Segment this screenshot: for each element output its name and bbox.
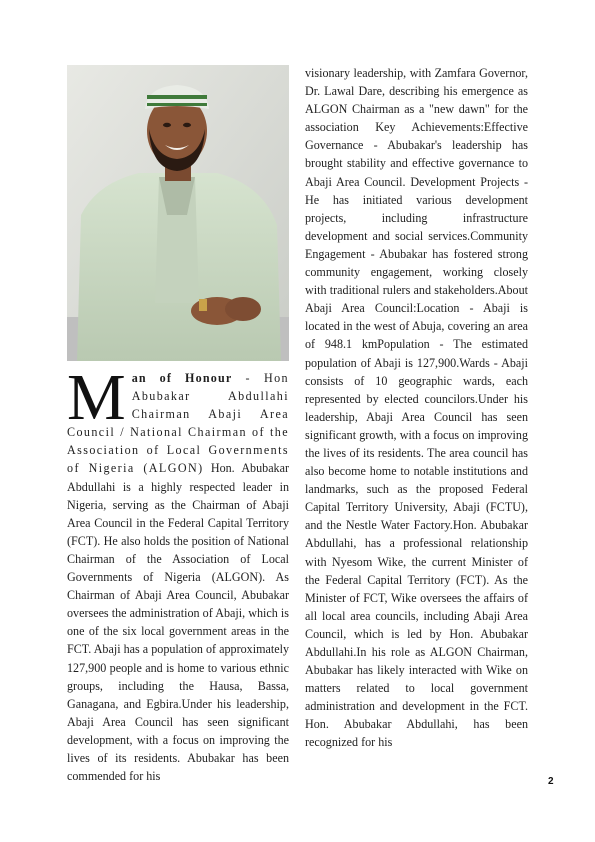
article-body-right: visionary leadership, with Zamfara Governor, Dr. Lawal Dare, describing his emergence as ALGON Chairman as a "new dawn" for the association Key Achievements:Effective Governance - Abubakar's leadership has brought stability and effective governance to Abaji Area Council. Development Projects - He has initiated various development projects, including infrastructure development and social services.Community Engagement - Abubakar has fostered strong community engagement, working closely with traditional rulers and stakeholders.About Abaji Area Council:Location - Abaji is located in the west of Abuja, covering an area of 948.1 kmPopulation - The estimated population of Abaji is 127,900.Wards - Abaji consists of 10 geographic wards, each represented by elected councilors.Under his leadership, Abaji Area Council has seen significant growth, with a focus on improving the lives of its residents. The area council has also become home to notable institutions and landmarks, such as the proposed Federal Capital Territory University, Abaji (FCTU), and the Nestle Water Factory.Hon. Abubakar Abdullahi, has a professional relationship with Nyesom Wike, the current Minister of the Federal Capital Territory (FCT). As the Minister of FCT, Wike oversees the affairs of all local area councils, including Abaji Area Council, which is led by Hon. Abubakar Abdullahi.In his role as ALGON Chairman, Abubakar has likely interacted with Wike on matters related to local government administration and development in the FCT. Hon. Abubakar Abdullahi, has been recognized for his bbox=[305, 66, 528, 750]
portrait-photo bbox=[67, 65, 289, 361]
article-body-left: Hon. Abubakar Abdullahi is a highly respected leader in Nigeria, serving as the Chairman of Abaji Area Council in the Federal Capital Territory (FCT). He also holds the position of National Chairman of the Association of Local Governments of Nigeria (ALGON). As Chairman of Abaji Area Council, Abubakar oversees the administration of Abaji, which is one of the six local government areas in the FCT. Abaji has a population of approximately 127,900 people and is home to various ethnic groups, including the Hausa, Bassa, Ganagana, and Egbira.Under his leadership, Abaji Area Council has seen significant development, with a focus on improving the lives of its residents. Abubakar has been commended for his bbox=[67, 461, 290, 784]
article-intro bbox=[67, 361, 290, 785]
page-number: 2 bbox=[548, 776, 554, 787]
portrait-illustration bbox=[67, 65, 289, 361]
drop-cap: M bbox=[67, 361, 126, 434]
article-column-right bbox=[305, 64, 528, 752]
article-lead: an of Honour bbox=[131, 371, 233, 385]
article-byline: - Hon Abubakar Abdullahi Chairman Abaji Area Council / National Chairman of the Association of Local Governments of Nigeria (ALGON) bbox=[67, 371, 289, 476]
article-column-left bbox=[67, 361, 290, 785]
